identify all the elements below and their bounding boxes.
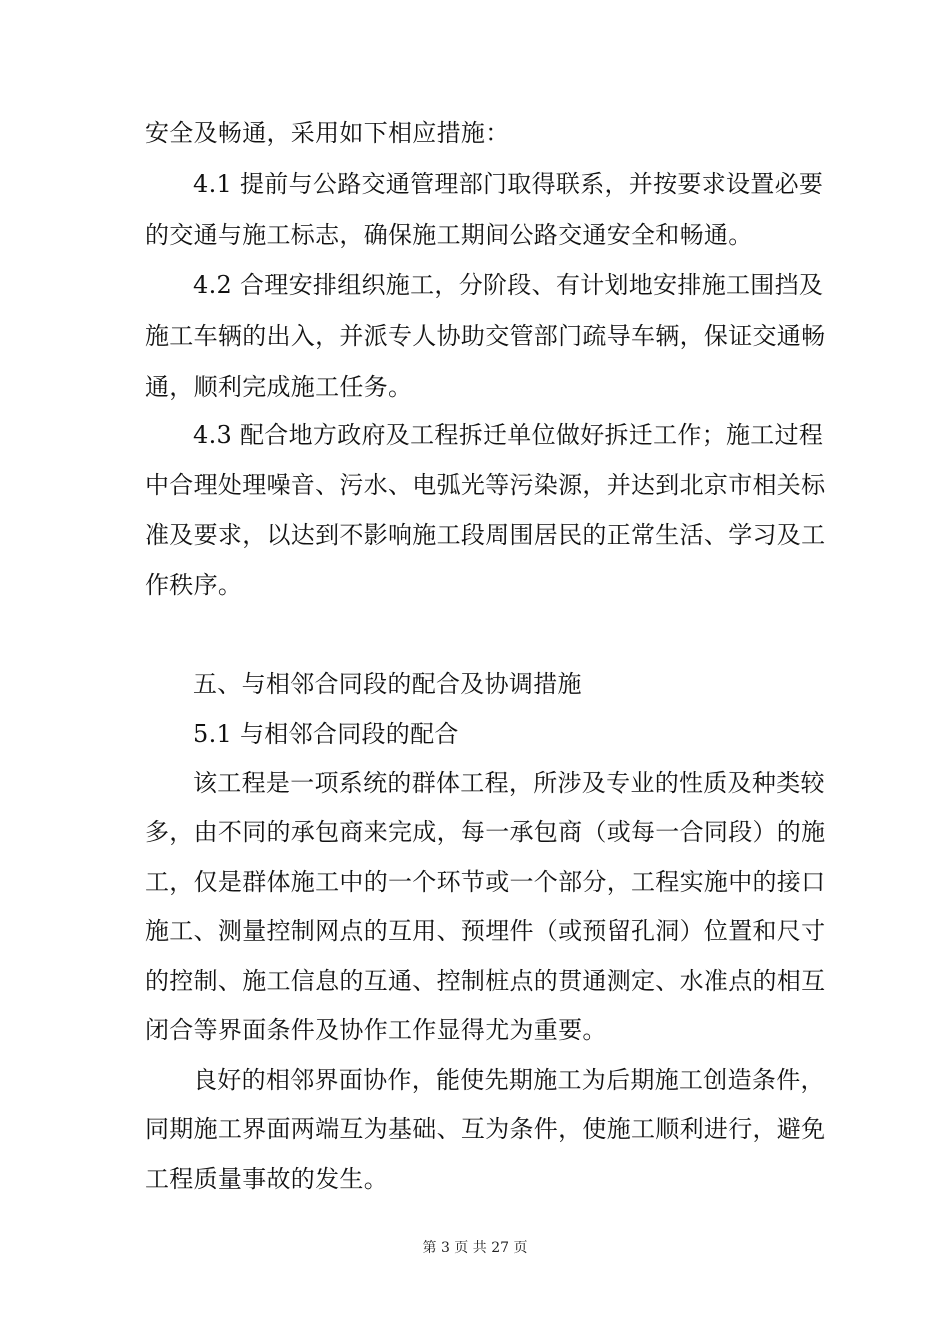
text-line: 准及要求，以达到不影响施工段周围居民的正常生活、学习及工 bbox=[145, 521, 826, 549]
text-line: 安全及畅通，采用如下相应措施： bbox=[145, 119, 510, 147]
text-line: 工，仅是群体施工中的一个环节或一个部分，工程实施中的接口 bbox=[145, 868, 826, 896]
subsection-heading: 5.1 与相邻合同段的配合 bbox=[193, 720, 459, 748]
text-line: 中合理处理噪音、污水、电弧光等污染源，并达到北京市相关标 bbox=[145, 471, 826, 499]
text-line: 工程质量事故的发生。 bbox=[145, 1165, 388, 1193]
text-line: 同期施工界面两端互为基础、互为条件，使施工顺利进行，避免 bbox=[145, 1115, 826, 1143]
section-heading: 五、与相邻合同段的配合及协调措施 bbox=[193, 670, 582, 698]
page-footer: 第 3 页 共 27 页 bbox=[422, 1240, 528, 1256]
text-line: 良好的相邻界面协作，能使先期施工为后期施工创造条件， bbox=[193, 1066, 825, 1094]
text-line: 通，顺利完成施工任务。 bbox=[145, 373, 413, 401]
text-line: 4.2 合理安排组织施工，分阶段、有计划地安排施工围挡及 bbox=[193, 271, 824, 299]
text-line: 该工程是一项系统的群体工程，所涉及专业的性质及种类较 bbox=[193, 769, 825, 797]
text-line: 作秩序。 bbox=[145, 571, 243, 599]
text-line: 闭合等界面条件及协作工作显得尤为重要。 bbox=[145, 1016, 607, 1044]
text-line: 多，由不同的承包商来完成，每一承包商（或每一合同段）的施 bbox=[145, 818, 826, 846]
text-line: 的交通与施工标志，确保施工期间公路交通安全和畅通。 bbox=[145, 221, 753, 249]
text-line: 4.3 配合地方政府及工程拆迁单位做好拆迁工作；施工过程 bbox=[193, 421, 824, 449]
text-line: 施工、测量控制网点的互用、预埋件（或预留孔洞）位置和尺寸 bbox=[145, 917, 826, 945]
text-line: 的控制、施工信息的互通、控制桩点的贯通测定、水准点的相互 bbox=[145, 967, 826, 995]
text-line: 施工车辆的出入，并派专人协助交管部门疏导车辆，保证交通畅 bbox=[145, 322, 826, 350]
text-line: 4.1 提前与公路交通管理部门取得联系，并按要求设置必要 bbox=[193, 170, 824, 198]
